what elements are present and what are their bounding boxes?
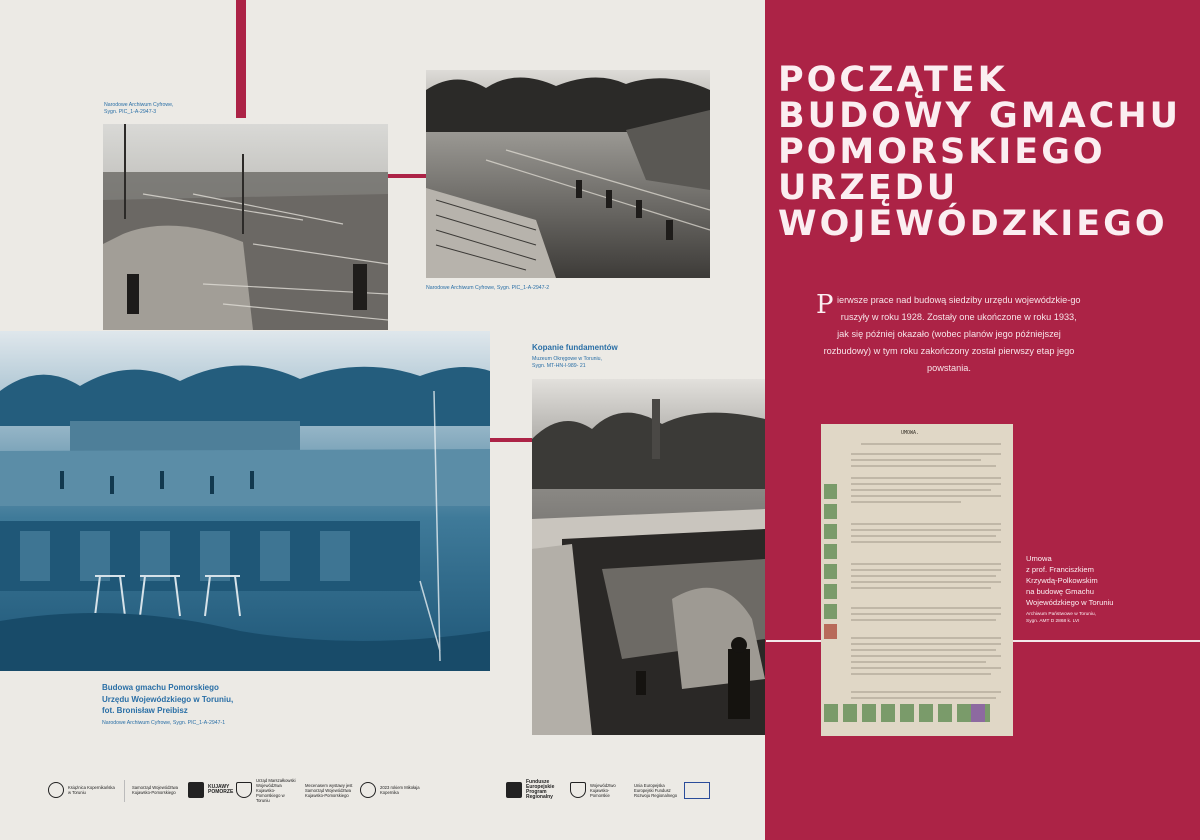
logo-kujawy-pomorze: KUJAWY POMORZE [188,770,234,810]
logo-unia-europejska: Unia Europejska Europejski Fundusz Rozwoju Regionalnego [634,770,710,810]
logo-ksiaznica: Książnica Kopernikańska w Toruniu [48,770,118,810]
logo-mecenas: Mecenasem wystawy jest Samorząd Województwa Kujawsko-Pomorskiego [305,782,353,798]
construction-photo-4 [532,379,765,735]
logo-rok-kopernika: 2023 rokiem Mikołaja Kopernika [360,770,428,810]
construction-photo-1 [103,124,388,330]
logo-urzad-marszalkowski: Urząd Marszałkowski Województwa Kujawsko-Pomorskiego w Toruniu [236,770,298,810]
photo-caption: Narodowe Archiwum Cyfrowe, Sygn. PIC_1-A-2947-2 [426,285,550,291]
eu-flag-icon [684,782,710,799]
document-caption: Umowa z prof. Franciszkiem Krzywdą-Polkowskim na budowę Gmachu Wojewódzkiego w Toruniu Archiwum Państwowe w Toruniu, Sygn. AMT D 2868 k. LVI [1026,553,1196,625]
photo-4-source: Muzeum Okręgowe w Toruniu, Sygn. MT-HN-I-989- 21 [532,356,602,370]
connector-line [490,438,532,442]
drop-cap: P [816,290,834,320]
contract-document-scan [821,424,1013,736]
logo-wojewodztwo: Województwo Kujawsko-Pomorskie [570,770,624,810]
logo-samorzad: Samorząd Województwa Kujawsko-Pomorskiego [132,785,179,795]
photo-3-title: Budowa gmachu Pomorskiego Urzędu Wojewódzkiego w Toruniu, fot. Bronisław Preibisz [102,683,234,716]
ksiaznica-logo-icon [48,782,64,798]
photo-caption: Narodowe Archiwum Cyfrowe, Sygn. PIC_1-A-2947-3 [104,102,174,116]
vertical-accent-line [236,0,246,118]
sponsor-logos [0,770,765,810]
intro-text: ierwsze prace nad budową siedziby urzędu wojewódzkie-go ruszyły w roku 1928. Zostały one ukończone w roku 1933, jak się później okazało (wobec planów jego późniejszej rozbudowy) w tym roku zakończony został pierwszy etap jego powstania. [823,295,1081,373]
logo-divider [124,780,125,802]
logo-fundusze-europejskie: Fundusze Europejskie Program Regionalny [506,770,566,810]
construction-photo-3 [0,331,490,671]
voivodeship-coat-icon [570,782,586,798]
connector-line [388,174,426,178]
fundusze-logo-icon [506,782,522,798]
construction-photo-2 [426,70,710,278]
photo-3-source: Narodowe Archiwum Cyfrowe, Sygn. PIC_1-A-2947-1 [102,720,226,726]
document-source: Archiwum Państwowe w Toruniu, Sygn. AMT D 2868 k. LVI [1026,612,1097,624]
kujawy-pomorze-logo-icon [188,782,204,798]
intro-paragraph [816,292,1082,377]
photo-4-title: Kopanie fundamentów [532,343,618,352]
kopernik-year-logo-icon [360,782,376,798]
document-header: UMOWA. [901,430,920,436]
coat-of-arms-icon [236,782,252,798]
page-title: POCZĄTEK BUDOWY GMACHU POMORSKIEGO URZĘDU WOJEWÓDZKIEGO [778,60,1182,244]
